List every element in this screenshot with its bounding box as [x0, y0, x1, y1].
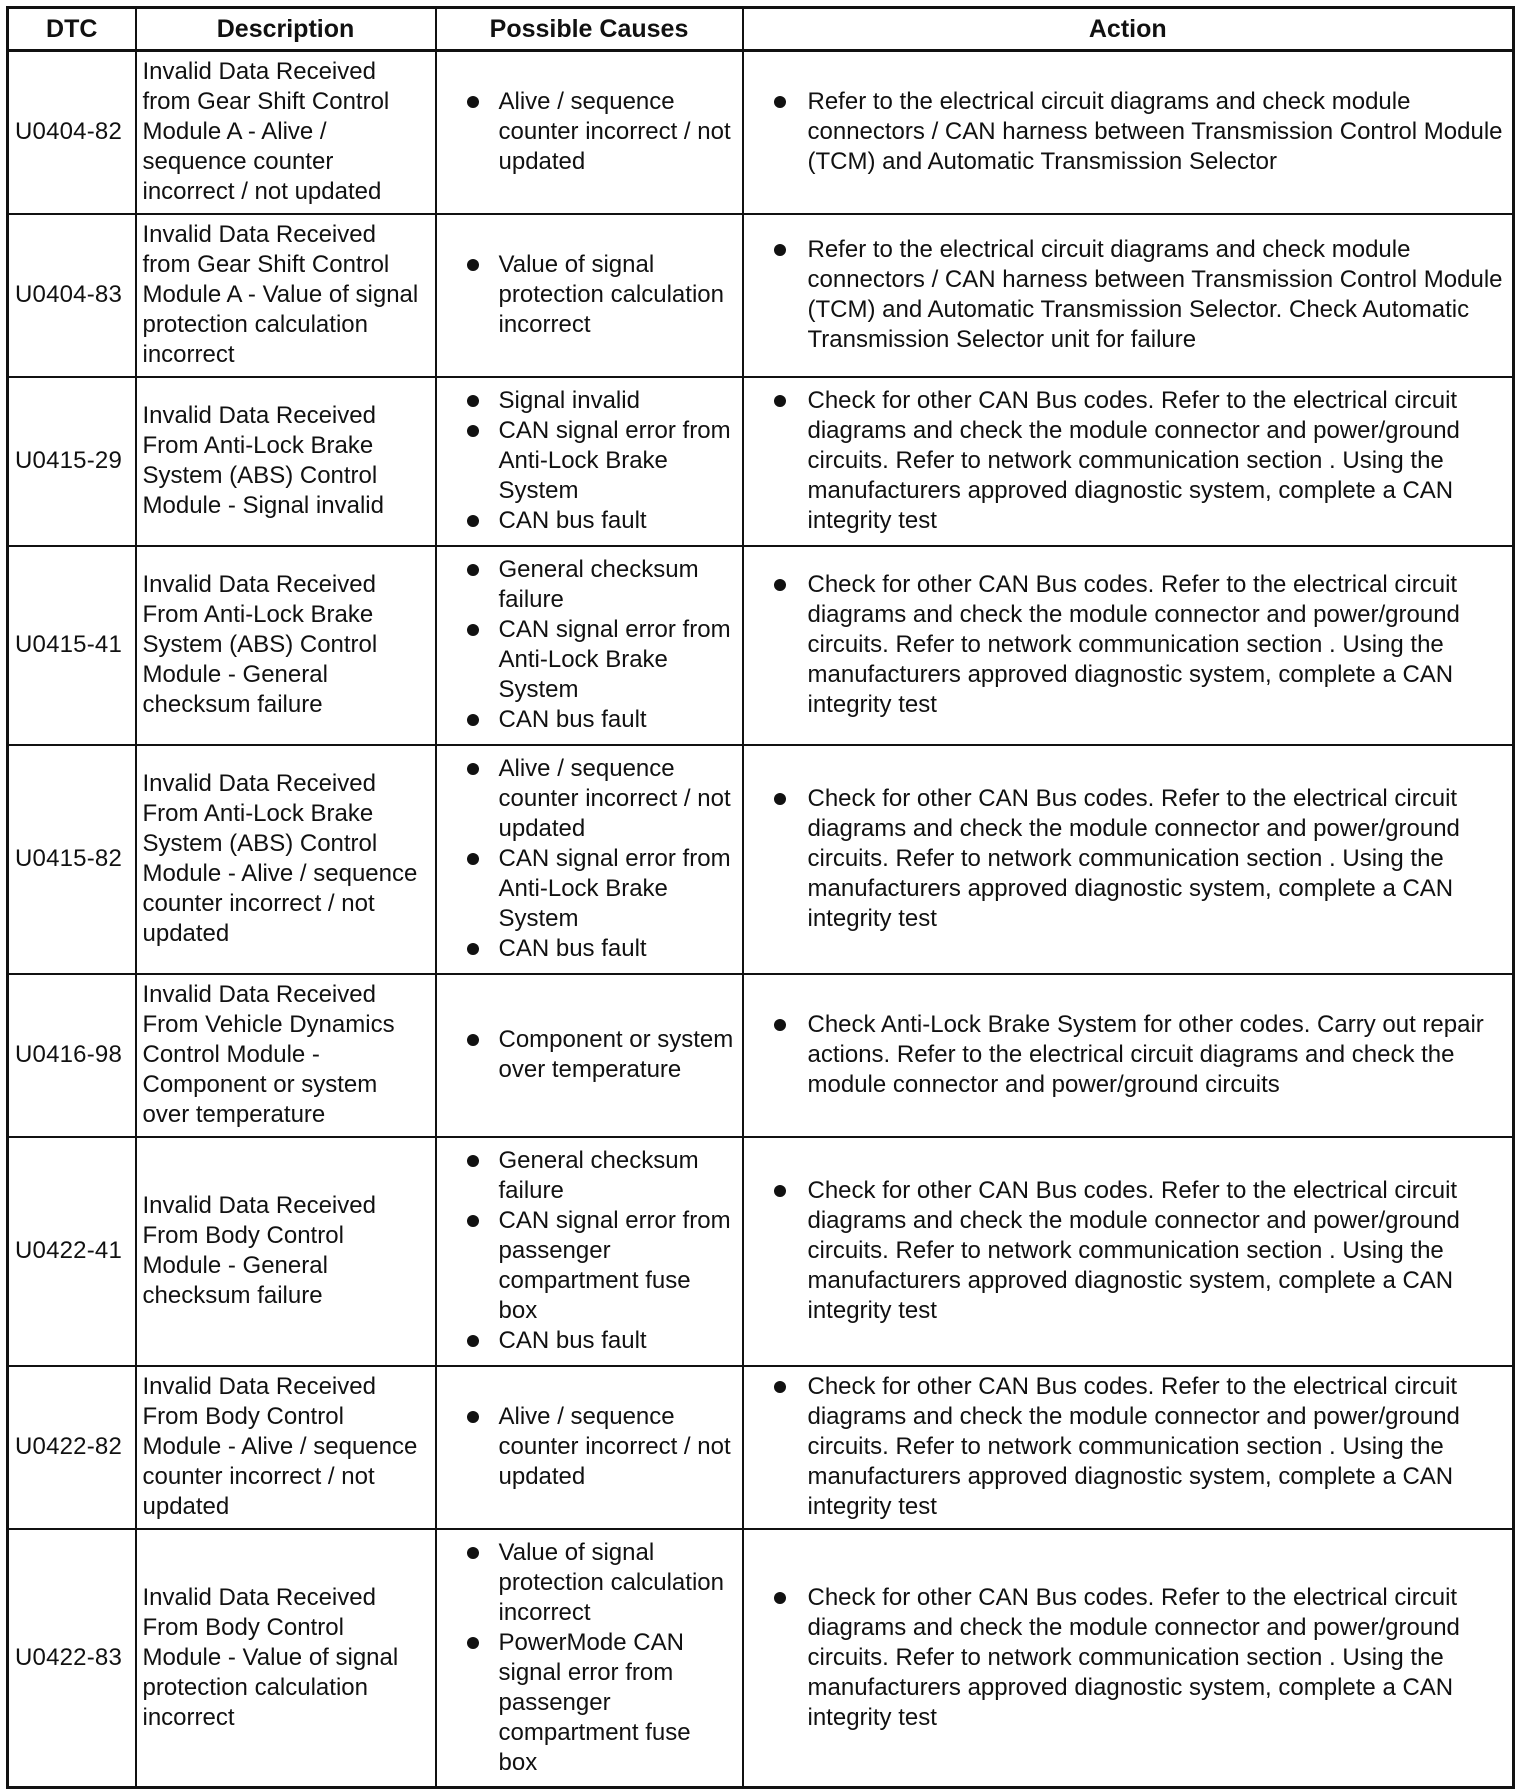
action-cell	[743, 51, 1514, 214]
table-row	[8, 1137, 1514, 1366]
action-text: Refer to the electrical circuit diagrams and check module connectors / CAN harness between Transmission Control Module (TCM) and Automatic Transmission Selector. Check Automatic Transmission Selector unit for failure	[807, 236, 1503, 353]
dtc-description: Invalid Data Received From Body Control Module - Alive / sequence counter incorrect / not updated	[136, 1366, 436, 1529]
cause-text: Signal invalid	[498, 387, 640, 414]
bullet-icon	[467, 1637, 479, 1649]
cause-item	[443, 1146, 736, 1206]
action-cell	[743, 377, 1514, 546]
cause-text: CAN signal error from Anti-Lock Brake System	[498, 417, 731, 504]
action-item	[750, 1176, 1507, 1326]
causes-list	[443, 1538, 736, 1778]
bullet-icon	[467, 259, 479, 271]
dtc-description: Invalid Data Received From Anti-Lock Brake System (ABS) Control Module - Alive / sequence counter incorrect / not updated	[136, 745, 436, 974]
action-list	[750, 784, 1507, 934]
action-list	[750, 235, 1507, 355]
action-text: Check for other CAN Bus codes. Refer to the electrical circuit diagrams and check the module connector and power/ground circuits. Refer to network communication section . Using the manufacturers approved diagnostic system, complete a CAN integrity test	[807, 387, 1460, 534]
cause-item	[443, 705, 736, 735]
header-action: Action	[743, 8, 1514, 51]
action-item	[750, 235, 1507, 355]
possible-causes-cell	[436, 214, 743, 377]
cause-text: CAN signal error from Anti-Lock Brake System	[498, 616, 731, 703]
cause-item	[443, 1206, 736, 1326]
dtc-code: U0415-41	[8, 546, 136, 745]
action-cell	[743, 974, 1514, 1137]
causes-list	[443, 250, 736, 340]
bullet-icon	[467, 96, 479, 108]
action-text: Refer to the electrical circuit diagrams and check module connectors / CAN harness between Transmission Control Module (TCM) and Automatic Transmission Selector	[807, 88, 1503, 176]
bullet-icon	[774, 1381, 786, 1393]
bullet-icon	[467, 853, 479, 865]
bullet-icon	[467, 763, 479, 775]
dtc-description: Invalid Data Received From Body Control Module - General checksum failure	[136, 1137, 436, 1366]
cause-text: CAN bus fault	[498, 935, 647, 962]
cause-item	[443, 754, 736, 844]
table-row	[8, 745, 1514, 974]
possible-causes-cell	[436, 1366, 743, 1529]
action-cell	[743, 745, 1514, 974]
dtc-code: U0404-83	[8, 214, 136, 377]
possible-causes-cell	[436, 51, 743, 214]
dtc-description: Invalid Data Received from Gear Shift Control Module A - Value of signal protection calculation incorrect	[136, 214, 436, 377]
dtc-description: Invalid Data Received From Body Control Module - Value of signal protection calculation incorrect	[136, 1529, 436, 1788]
action-list	[750, 570, 1507, 720]
action-list	[750, 87, 1507, 177]
header-possible-causes: Possible Causes	[436, 8, 743, 51]
causes-list	[443, 754, 736, 964]
dtc-code: U0415-29	[8, 377, 136, 546]
cause-item	[443, 386, 736, 416]
dtc-description: Invalid Data Received From Vehicle Dynamics Control Module - Component or system over temperature	[136, 974, 436, 1137]
header-description: Description	[136, 8, 436, 51]
bullet-icon	[467, 1155, 479, 1167]
dtc-description: Invalid Data Received From Anti-Lock Brake System (ABS) Control Module - General checksum failure	[136, 546, 436, 745]
bullet-icon	[467, 395, 479, 407]
table-row	[8, 546, 1514, 745]
action-item	[750, 570, 1507, 720]
bullet-icon	[467, 564, 479, 576]
bullet-icon	[467, 425, 479, 437]
cause-text: General checksum failure	[498, 1147, 699, 1204]
cause-text: CAN signal error from passenger compartment fuse box	[498, 1207, 731, 1324]
table-row	[8, 1529, 1514, 1788]
cause-text: Alive / sequence counter incorrect / not updated	[498, 88, 731, 176]
table-row	[8, 51, 1514, 214]
bullet-icon	[774, 1185, 786, 1197]
bullet-icon	[467, 1335, 479, 1347]
action-text: Check for other CAN Bus codes. Refer to the electrical circuit diagrams and check the module connector and power/ground circuits. Refer to network communication section . Using the manufacturers approved diagnostic system, complete a CAN integrity test	[807, 1177, 1460, 1324]
action-cell	[743, 1137, 1514, 1366]
cause-item	[443, 1628, 736, 1778]
cause-item	[443, 615, 736, 705]
action-list	[750, 1010, 1507, 1100]
action-text: Check Anti-Lock Brake System for other codes. Carry out repair actions. Refer to the electrical circuit diagrams and check the module connector and power/ground circuits	[807, 1011, 1484, 1098]
cause-item	[443, 1326, 736, 1356]
table-row	[8, 1366, 1514, 1529]
cause-text: Alive / sequence counter incorrect / not updated	[498, 755, 731, 842]
dtc-code: U0415-82	[8, 745, 136, 974]
table-body	[8, 51, 1514, 1788]
possible-causes-cell	[436, 377, 743, 546]
action-list	[750, 1583, 1507, 1733]
action-text: Check for other CAN Bus codes. Refer to the electrical circuit diagrams and check the module connector and power/ground circuits. Refer to network communication section . Using the manufacturers approved diagnostic system, complete a CAN integrity test	[807, 785, 1460, 932]
action-cell	[743, 1529, 1514, 1788]
possible-causes-cell	[436, 1529, 743, 1788]
bullet-icon	[467, 943, 479, 955]
cause-item	[443, 555, 736, 615]
cause-text: Alive / sequence counter incorrect / not updated	[498, 1403, 731, 1490]
action-text: Check for other CAN Bus codes. Refer to the electrical circuit diagrams and check the module connector and power/ground circuits. Refer to network communication section . Using the manufacturers approved diagnostic system, complete a CAN integrity test	[807, 571, 1460, 718]
cause-text: CAN bus fault	[498, 1327, 647, 1354]
bullet-icon	[467, 624, 479, 636]
header-dtc: DTC	[8, 8, 136, 51]
causes-list	[443, 386, 736, 536]
cause-item	[443, 250, 736, 340]
dtc-description: Invalid Data Received from Gear Shift Control Module A - Alive / sequence counter incorrect / not updated	[136, 51, 436, 214]
bullet-icon	[467, 1547, 479, 1559]
causes-list	[443, 1146, 736, 1356]
cause-item	[443, 1538, 736, 1628]
bullet-icon	[467, 1411, 479, 1423]
bullet-icon	[467, 1034, 479, 1046]
bullet-icon	[467, 1215, 479, 1227]
dtc-code: U0416-98	[8, 974, 136, 1137]
bullet-icon	[774, 579, 786, 591]
action-text: Check for other CAN Bus codes. Refer to the electrical circuit diagrams and check the module connector and power/ground circuits. Refer to network communication section . Using the manufacturers approved diagnostic system, complete a CAN integrity test	[807, 1583, 1460, 1731]
cause-item	[443, 416, 736, 506]
dtc-code: U0422-82	[8, 1366, 136, 1529]
cause-item	[443, 844, 736, 934]
bullet-icon	[774, 395, 786, 407]
action-item	[750, 1010, 1507, 1100]
action-item	[750, 1372, 1507, 1522]
table-row	[8, 377, 1514, 546]
possible-causes-cell	[436, 745, 743, 974]
cause-text: CAN bus fault	[498, 706, 647, 733]
cause-item	[443, 934, 736, 964]
cause-item	[443, 1402, 736, 1492]
dtc-code: U0404-82	[8, 51, 136, 214]
action-text: Check for other CAN Bus codes. Refer to the electrical circuit diagrams and check the module connector and power/ground circuits. Refer to network communication section . Using the manufacturers approved diagnostic system, complete a CAN integrity test	[807, 1373, 1460, 1520]
causes-list	[443, 1025, 736, 1085]
action-item	[750, 1583, 1507, 1733]
table-row	[8, 214, 1514, 377]
bullet-icon	[774, 793, 786, 805]
possible-causes-cell	[436, 974, 743, 1137]
cause-text: CAN bus fault	[498, 507, 647, 534]
causes-list	[443, 1402, 736, 1492]
bullet-icon	[467, 714, 479, 726]
action-cell	[743, 546, 1514, 745]
dtc-description: Invalid Data Received From Anti-Lock Brake System (ABS) Control Module - Signal invalid	[136, 377, 436, 546]
action-item	[750, 784, 1507, 934]
cause-item	[443, 87, 736, 177]
action-list	[750, 1372, 1507, 1522]
action-cell	[743, 1366, 1514, 1529]
causes-list	[443, 555, 736, 735]
cause-text: Value of signal protection calculation incorrect	[498, 1538, 724, 1626]
bullet-icon	[774, 244, 786, 256]
cause-item	[443, 506, 736, 536]
dtc-table	[6, 6, 1515, 1789]
cause-text: General checksum failure	[498, 556, 699, 613]
dtc-code: U0422-41	[8, 1137, 136, 1366]
cause-text: CAN signal error from Anti-Lock Brake System	[498, 845, 731, 932]
cause-text: PowerMode CAN signal error from passenger compartment fuse box	[498, 1628, 691, 1776]
table-row	[8, 974, 1514, 1137]
causes-list	[443, 87, 736, 177]
cause-text: Component or system over temperature	[498, 1026, 734, 1083]
action-list	[750, 386, 1507, 536]
possible-causes-cell	[436, 546, 743, 745]
cause-item	[443, 1025, 736, 1085]
bullet-icon	[774, 1592, 786, 1604]
bullet-icon	[467, 515, 479, 527]
action-list	[750, 1176, 1507, 1326]
bullet-icon	[774, 96, 786, 108]
bullet-icon	[774, 1019, 786, 1031]
action-item	[750, 386, 1507, 536]
dtc-code: U0422-83	[8, 1529, 136, 1788]
table-header-row	[8, 8, 1514, 51]
action-cell	[743, 214, 1514, 377]
action-item	[750, 87, 1507, 177]
possible-causes-cell	[436, 1137, 743, 1366]
cause-text: Value of signal protection calculation incorrect	[498, 251, 724, 338]
